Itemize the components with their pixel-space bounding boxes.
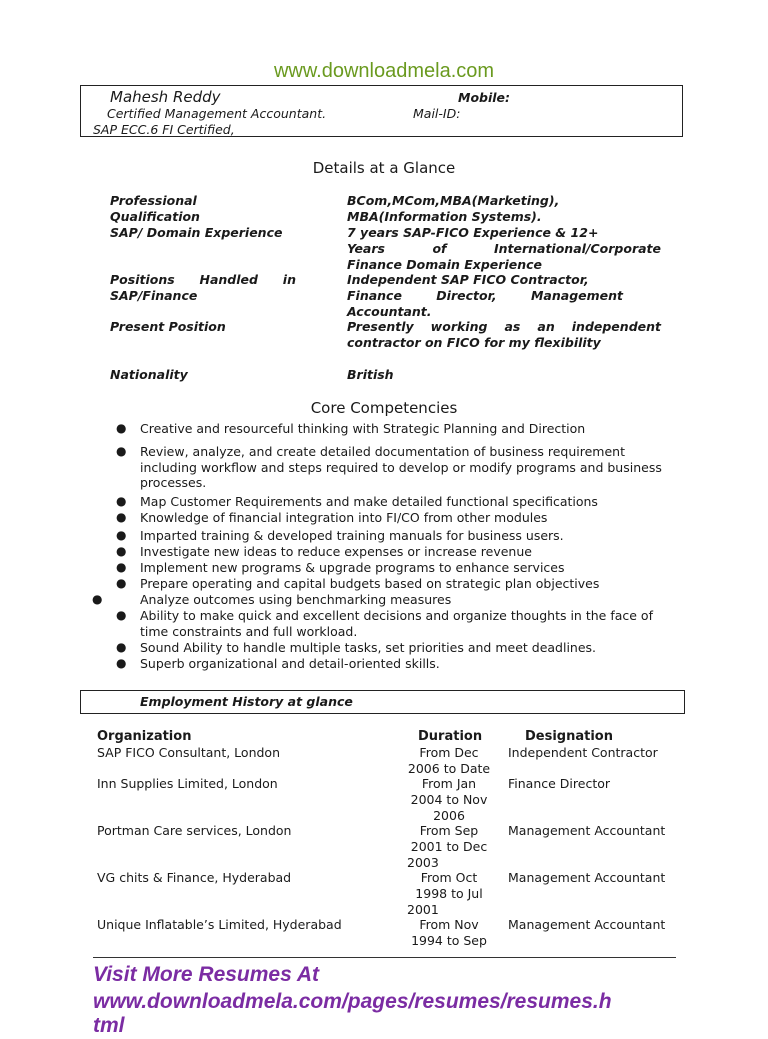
table-row-designation: Independent Contractor [508, 745, 658, 760]
bullet-icon: ● [116, 608, 127, 622]
glance-label-nationality: Nationality [110, 367, 188, 382]
table-row-duration: From Oct 1998 to Jul 2001 [407, 870, 483, 917]
bullet-icon: ● [116, 421, 127, 435]
glance-value-qualification: BCom,MCom,MBA(Marketing), MBA(Information Systems). [347, 193, 560, 224]
table-row-organization: Inn Supplies Limited, London [97, 776, 278, 791]
bullet-icon: ● [116, 494, 127, 508]
col-header-designation: Designation [525, 729, 613, 744]
glance-label-positions: Positions Handled in SAP/Finance [110, 272, 296, 303]
bullet-icon: ● [116, 560, 127, 574]
table-row-duration: From Jan 2004 to Nov 2006 [410, 776, 488, 823]
glance-label-present-position: Present Position [110, 319, 226, 334]
watermark-url[interactable]: www.downloadmela.com [273, 60, 495, 82]
bullet-icon: ● [116, 510, 127, 524]
footer-link[interactable]: www.downloadmela.com/pages/resumes/resumes.h [93, 990, 612, 1013]
candidate-name: Mahesh Reddy [110, 88, 221, 106]
table-row-organization: Unique Inflatable’s Limited, Hyderabad [97, 917, 342, 932]
bullet-icon: ● [116, 576, 127, 590]
table-row-duration: From Sep 2001 to Dec 2003 [407, 823, 488, 870]
glance-label-experience: SAP/ Domain Experience [110, 225, 283, 240]
header-line-1: Certified Management Accountant. [107, 106, 327, 121]
header-line-2: SAP ECC.6 FI Certified, [93, 122, 235, 137]
glance-value-experience: 7 years SAP-FICO Experience & 12+ Years of International/Corporate Finance Domain Experience [347, 225, 661, 272]
glance-title: Details at a Glance [312, 159, 456, 177]
bullet-icon: ● [116, 444, 127, 458]
glance-label-qualification: Professional Qualification [110, 193, 200, 224]
footer-link-continued[interactable]: tml [93, 1014, 125, 1037]
mobile-label: Mobile: [458, 90, 511, 105]
employment-title: Employment History at glance [140, 694, 353, 709]
bullet-icon: ● [116, 544, 127, 558]
bullet-icon: ● [116, 656, 127, 670]
table-row-designation: Management Accountant [508, 823, 666, 838]
col-header-duration: Duration [418, 729, 483, 744]
table-row-duration: From Nov 1994 to Sep [411, 917, 487, 948]
table-row-organization: Portman Care services, London [97, 823, 292, 838]
footer-line-1: Visit More Resumes At [93, 963, 320, 986]
table-row-organization: SAP FICO Consultant, London [97, 745, 281, 760]
table-row-organization: VG chits & Finance, Hyderabad [97, 870, 292, 885]
col-header-organization: Organization [97, 729, 192, 744]
bullet-icon: ● [116, 528, 127, 542]
competencies-title: Core Competencies [310, 399, 458, 417]
table-row-duration: From Dec 2006 to Date [407, 745, 491, 776]
glance-value-nationality: British [347, 367, 394, 382]
bullet-icon: ● [116, 640, 127, 654]
footer-divider [93, 957, 676, 958]
bullet-icon: ● [92, 592, 103, 606]
table-row-designation: Management Accountant [508, 917, 666, 932]
glance-value-positions: Independent SAP FICO Contractor, Finance Director, Management Accountant. [347, 272, 623, 319]
glance-value-present-position: Presently working as an independent contractor on FICO for my flexibility [347, 319, 661, 350]
table-row-designation: Finance Director [508, 776, 611, 791]
table-row-designation: Management Accountant [508, 870, 666, 885]
mail-label: Mail-ID: [413, 106, 461, 121]
